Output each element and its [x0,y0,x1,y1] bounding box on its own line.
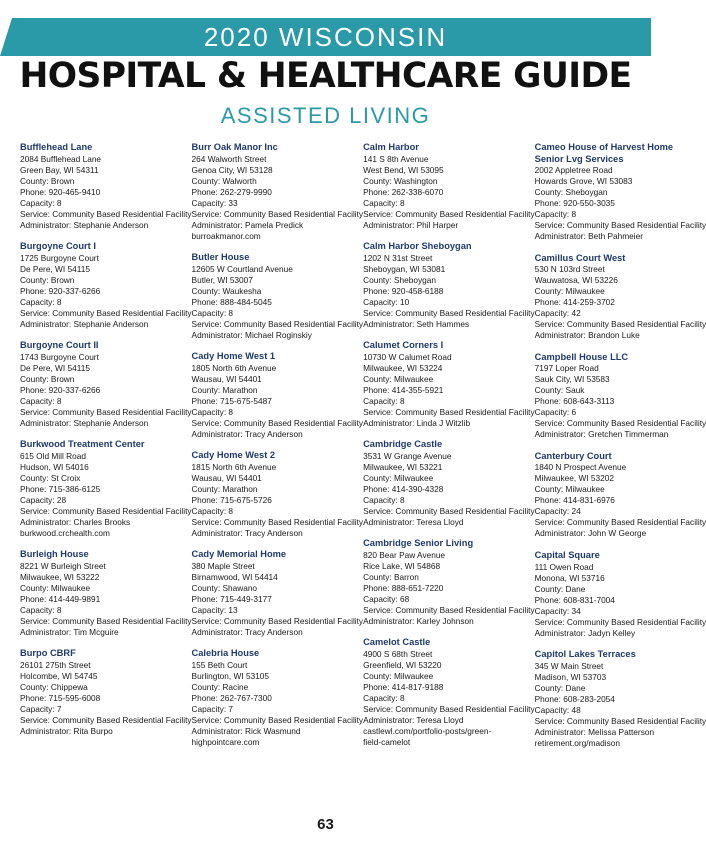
facility-entry [535,253,706,342]
facility-detail: County: Shawano [191,582,258,593]
facility-detail: Capacity: 8 [534,209,577,220]
facility-entry [20,439,192,539]
facility-detail: Service: Community Based Residential Facility [191,208,364,219]
facility-detail: Phone: 715-675-5726 [191,494,272,505]
facility-name: Burgoyne Court II [20,340,99,351]
facility-detail: Service: Community Based Residential Facility [20,615,192,626]
facility-detail: De Pere, WI 54115 [20,263,90,274]
facility-detail: Burlington, WI 53105 [191,671,270,682]
facility-detail: County: Sauk [534,385,585,396]
facility-detail: Phone: 920-550-3035 [534,198,615,209]
facility-detail: 345 W Main Street [534,660,604,671]
facility-entry [192,648,364,748]
facility-detail: Administrator: Melissa Patterson [534,726,655,737]
facility-detail: 4900 S 68th Street [363,649,433,660]
facility-detail: Capacity: 7 [20,704,62,715]
facility-name: Burkwood Treatment Center [20,439,145,450]
facility-detail: Capacity: 8 [20,395,62,406]
facility-detail: County: Milwaukee [363,373,434,384]
facility-detail: Capacity: 8 [20,604,62,615]
facility-name: Bufflehead Lane [20,142,93,152]
facility-detail: Phone: 715-449-3177 [191,593,272,604]
facility-detail: Capacity: 7 [191,704,234,715]
facility-detail: 264 Walworth Street [191,153,267,164]
facility-name: Cady Memorial Home [191,549,287,560]
facility-detail: Milwaukee, WI 53222 [20,571,100,582]
facility-detail: Phone: 888-651-7220 [363,582,444,593]
facility-detail: County: Sheboygan [363,274,436,285]
facility-detail: County: Sheboygan [534,187,608,198]
facility-detail: Service: Community Based Residential Facility [363,208,535,219]
facility-detail: Capacity: 6 [534,407,577,418]
facility-entry [363,340,535,429]
facility-detail: County: Milwaukee [363,472,434,483]
listing-column [20,142,192,759]
facility-detail: Service: Community Based Residential Facility [534,319,706,330]
facility-entry [192,252,364,341]
facility-name: Capitol Lakes Terraces [534,649,636,660]
facility-detail: Phone: 920-458-6188 [363,285,444,296]
facility-detail: 2084 Bufflehead Lane [20,153,102,164]
facility-name: Butler House [191,252,250,263]
facility-detail: Madison, WI 53703 [534,671,607,682]
facility-entry [192,549,364,638]
page-title: HOSPITAL & HEALTHCARE GUIDE [19,56,632,96]
facility-detail: Capacity: 10 [363,296,410,307]
listing-column [192,142,364,759]
facility-detail: Butler, WI 53007 [191,274,253,285]
facility-detail: Genoa City, WI 53128 [191,164,273,175]
facility-entry [535,649,706,749]
facility-detail: Administrator: Seth Hammes [363,318,470,329]
facility-detail: Phone: 920-465-9410 [20,186,101,197]
facility-detail: 3531 W Grange Avenue [363,450,452,461]
facility-name: Burr Oak Manor Inc [191,142,278,152]
facility-entry [192,351,364,440]
facility-detail: Howards Grove, WI 53083 [534,176,633,187]
facility-detail: Sheboygan, WI 53081 [363,263,446,274]
facility-detail: Phone: 715-675-5487 [191,395,272,406]
facility-name: Cameo House of Harvest Home [534,142,674,152]
facility-detail: 1743 Burgoyne Court [20,351,99,362]
facility-entry [535,451,706,540]
facility-detail: County: Brown [20,175,75,186]
facility-detail: County: Milwaukee [20,582,91,593]
banner-title: 2020 WISCONSIN [203,22,448,52]
facility-detail: Capacity: 33 [191,197,238,208]
header-banner [0,18,651,56]
facility-detail: Capacity: 8 [191,307,234,318]
facility-detail: Administrator: Stephanie Anderson [20,219,149,230]
facility-detail: Capacity: 28 [20,494,67,505]
listing-column [363,142,535,759]
facility-entry [192,450,364,539]
facility-detail: Service: Community Based Residential Facility [191,516,364,527]
facility-entry [20,549,192,638]
facility-detail: burroakmanor.com [191,230,261,241]
facility-detail: Phone: 608-831-7004 [534,594,615,605]
facility-detail: Administrator: Teresa Lloyd [363,715,464,726]
facility-entry [20,340,192,429]
facility-detail: Capacity: 8 [20,296,62,307]
facility-detail: Administrator: Tracy Anderson [191,527,303,538]
facility-detail: County: Chippewa [20,682,88,693]
facility-name: Capital Square [534,549,600,560]
facility-detail: Service: Community Based Residential Facility [191,615,364,626]
facility-detail: 10730 W Calumet Road [363,351,452,362]
facility-name: Cady Home West 2 [191,450,276,461]
facility-detail: Phone: 414-449-9891 [20,593,101,604]
facility-detail: Capacity: 8 [363,395,405,406]
facility-detail: Wausau, WI 54401 [191,472,262,483]
facility-detail: Administrator: Gretchen Timmerman [534,429,669,440]
facility-detail: Wauwatosa, WI 53226 [534,275,618,286]
facility-detail: Administrator: Rita Burpo [20,726,113,737]
facility-detail: 141 S 8th Avenue [363,153,429,164]
facility-name: Calebria House [191,648,260,659]
facility-detail: Administrator: John W George [534,528,647,539]
facility-detail: Phone: 608-643-3113 [534,396,615,407]
facility-detail: Capacity: 13 [191,604,238,615]
facility-name: Camelot Castle [363,637,431,648]
facility-detail: Phone: 262-338-6070 [363,186,444,197]
facility-detail: 8221 W Burleigh Street [20,560,106,571]
facility-detail: Capacity: 8 [191,505,234,516]
facility-name: Cambridge Senior Living [363,538,474,549]
facility-entry [363,538,535,627]
facility-detail: 820 Bear Paw Avenue [363,549,446,560]
facility-detail: Capacity: 8 [191,406,234,417]
facility-detail: burkwood.crchealth.com [20,527,110,538]
facility-name: Calm Harbor [363,142,419,152]
facility-detail: Administrator: Tim Mcguire [20,626,119,637]
facility-entry [20,648,192,737]
facility-name: Burleigh House [20,549,89,560]
facility-detail: Milwaukee, WI 53221 [363,461,443,472]
facility-detail: 111 Owen Road [534,561,594,572]
facility-detail: Phone: 414-831-6976 [534,495,615,506]
facility-detail: Capacity: 48 [534,704,581,715]
facility-detail: Greenfield, WI 53220 [363,660,442,671]
page-number: 63 [317,816,334,833]
facility-detail: County: Barron [363,571,419,582]
facility-detail: Administrator: Karley Johnson [363,615,474,626]
facility-detail: Milwaukee, WI 53202 [534,473,614,484]
facility-detail: 1202 N 31st Street [363,252,433,263]
facility-name: Cambridge Castle [363,439,443,450]
facility-detail: Capacity: 34 [534,605,581,616]
facility-detail: 1725 Burgoyne Court [20,252,99,263]
facility-detail: 1815 North 6th Avenue [191,461,277,472]
facility-detail: County: Milwaukee [534,484,605,495]
facility-detail: Service: Community Based Residential Facility [534,220,706,231]
facility-detail: Administrator: Jadyn Kelley [534,627,636,638]
facility-detail: County: Brown [20,373,75,384]
facility-name: Cady Home West 1 [191,351,276,362]
facility-detail: Service: Community Based Residential Facility [20,208,192,219]
facility-detail: Green Bay, WI 54311 [20,164,99,175]
facility-name: Calm Harbor Sheboygan [363,241,472,252]
facility-entry [363,637,535,748]
facility-detail: County: Dane [534,583,586,594]
facility-detail: Service: Community Based Residential Facility [191,318,364,329]
facility-detail: 155 Beth Court [191,660,248,671]
facility-name: Burgoyne Court I [20,241,96,252]
facility-detail: Service: Community Based Residential Facility [363,307,535,318]
facility-detail: Phone: 920-337-6266 [20,285,101,296]
facility-detail: Administrator: Beth Pahmeier [534,231,644,242]
facility-entry [363,142,535,231]
facility-name: Calumet Corners I [363,340,444,351]
facility-detail: Monona, WI 53716 [534,572,605,583]
facility-detail: field-camelot [363,737,411,748]
facility-detail: 1840 N Prospect Avenue [534,462,627,473]
facility-detail: Phone: 920-337-6266 [20,384,101,395]
facility-entry [535,352,706,441]
facility-detail: Capacity: 42 [534,308,581,319]
facility-detail: 7197 Loper Road [534,363,599,374]
facility-detail: Administrator: Brandon Luke [534,330,640,341]
facility-detail: Hudson, WI 54016 [20,461,89,472]
facility-detail: Capacity: 8 [20,197,62,208]
facility-detail: Service: Community Based Residential Facility [191,417,364,428]
facility-detail: Administrator: Pamela Predick [191,219,304,230]
facility-detail: castlewl.com/portfolio-posts/green- [363,726,492,737]
facility-name: Burpo CBRF [20,648,76,659]
facility-detail: Capacity: 8 [363,494,405,505]
facility-detail: 12605 W Courtland Avenue [191,263,293,274]
facility-detail: Administrator: Tracy Anderson [191,626,303,637]
listing-column [535,142,706,759]
facility-detail: Administrator: Charles Brooks [20,516,131,527]
facility-detail: Rice Lake, WI 54868 [363,560,441,571]
facility-detail: Sauk City, WI 53583 [534,374,610,385]
facility-detail: Administrator: Linda J Witzlib [363,417,471,428]
facility-entry [363,439,535,528]
facility-entry [535,550,706,639]
facility-entry [20,241,192,330]
facility-detail: Service: Community Based Residential Facility [191,715,364,726]
facility-detail: Holcombe, WI 54745 [20,671,98,682]
facility-name: Senior Lvg Services [534,153,624,164]
facility-detail: 2002 Appletree Road [534,165,613,176]
facility-detail: Phone: 715-595-6008 [20,693,101,704]
facility-detail: West Bend, WI 53095 [363,164,444,175]
facility-detail: County: Walworth [191,175,257,186]
facility-detail: County: Racine [191,682,249,693]
facility-detail: Service: Community Based Residential Facility [363,505,535,516]
facility-detail: 530 N 103rd Street [534,264,605,275]
facility-detail: County: Milwaukee [363,671,434,682]
facility-detail: Phone: 262-279-9990 [191,186,272,197]
facility-detail: Service: Community Based Residential Facility [534,715,706,726]
facility-name: Canterbury Court [534,450,612,461]
facility-detail: Capacity: 8 [363,197,405,208]
facility-entry [363,241,535,330]
facility-detail: 615 Old Mill Road [20,450,86,461]
facility-detail: Service: Community Based Residential Facility [363,604,535,615]
facility-detail: County: St Croix [20,472,81,483]
facility-detail: highpointcare.com [191,737,260,748]
facility-detail: Service: Community Based Residential Facility [534,616,706,627]
facility-detail: Service: Community Based Residential Facility [534,418,706,429]
facility-detail: Administrator: Tracy Anderson [191,428,303,439]
facility-detail: Service: Community Based Residential Facility [20,406,192,417]
facility-detail: Capacity: 24 [534,506,581,517]
facility-detail: County: Marathon [191,483,258,494]
listing-columns [20,142,706,759]
facility-entry [192,142,364,242]
facility-detail: Milwaukee, WI 53224 [363,362,443,373]
facility-detail: Phone: 715-386-6125 [20,483,101,494]
facility-detail: Capacity: 8 [363,693,405,704]
facility-entry [535,142,706,242]
facility-detail: Administrator: Teresa Lloyd [363,516,464,527]
facility-name: Campbell House LLC [534,351,629,362]
facility-detail: Phone: 414-259-3702 [534,297,615,308]
facility-detail: Phone: 414-355-5921 [363,384,444,395]
facility-name: Camillus Court West [534,252,626,263]
facility-detail: 380 Maple Street [191,560,255,571]
facility-detail: 26101 275th Street [20,660,91,671]
facility-entry [20,142,192,231]
facility-detail: County: Dane [534,682,586,693]
facility-detail: Service: Community Based Residential Facility [363,704,535,715]
facility-detail: County: Washington [363,175,438,186]
facility-detail: Administrator: Rick Wasmund [191,726,301,737]
facility-detail: Phone: 888-484-5045 [191,296,272,307]
facility-detail: 1805 North 6th Avenue [191,362,277,373]
section-subtitle: ASSISTED LIVING [220,103,431,128]
facility-detail: County: Waukesha [191,285,262,296]
facility-detail: Phone: 414-817-9188 [363,682,444,693]
facility-detail: Service: Community Based Residential Facility [20,715,192,726]
facility-detail: Birnamwood, WI 54414 [191,571,278,582]
facility-detail: Service: Community Based Residential Facility [363,406,535,417]
facility-detail: County: Brown [20,274,75,285]
facility-detail: Phone: 414-390-4328 [363,483,444,494]
facility-detail: County: Milwaukee [534,286,605,297]
facility-detail: Administrator: Stephanie Anderson [20,318,149,329]
facility-detail: Administrator: Michael Roginskiy [191,329,312,340]
facility-detail: Service: Community Based Residential Facility [534,517,706,528]
facility-detail: Administrator: Stephanie Anderson [20,417,149,428]
facility-detail: Service: Community Based Residential Facility [20,505,192,516]
facility-detail: Phone: 262-767-7300 [191,693,272,704]
facility-detail: Service: Community Based Residential Facility [20,307,192,318]
facility-detail: County: Marathon [191,384,258,395]
facility-detail: Phone: 608-283-2054 [534,693,615,704]
facility-detail: Wausau, WI 54401 [191,373,262,384]
facility-detail: retirement.org/madison [534,737,620,748]
facility-detail: De Pere, WI 54115 [20,362,90,373]
facility-detail: Administrator: Phil Harper [363,219,459,230]
facility-detail: Capacity: 68 [363,593,410,604]
